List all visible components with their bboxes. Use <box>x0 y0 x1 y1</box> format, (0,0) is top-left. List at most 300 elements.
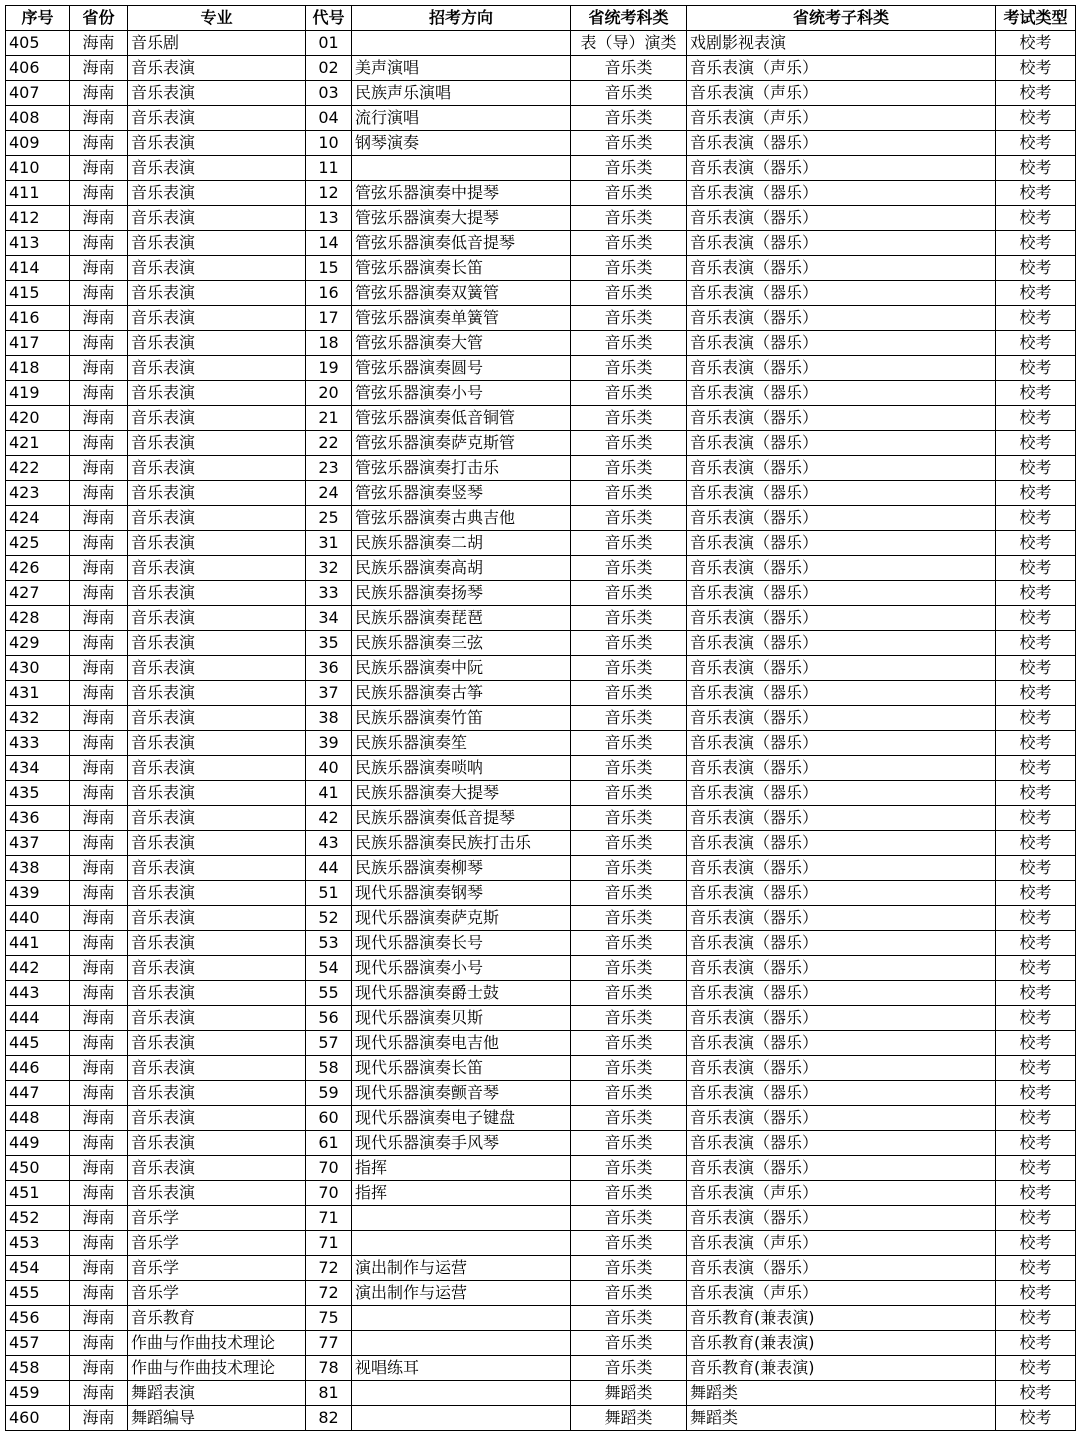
cell-category: 音乐类 <box>571 356 687 381</box>
cell-direction: 现代乐器演奏小号 <box>352 956 571 981</box>
cell-category: 音乐类 <box>571 681 687 706</box>
cell-exam-type: 校考 <box>996 1331 1076 1356</box>
cell-category: 音乐类 <box>571 606 687 631</box>
cell-major: 音乐表演 <box>128 231 306 256</box>
cell-category: 音乐类 <box>571 731 687 756</box>
cell-category: 音乐类 <box>571 56 687 81</box>
cell-major: 音乐表演 <box>128 281 306 306</box>
cell-category: 音乐类 <box>571 1306 687 1331</box>
cell-exam-type: 校考 <box>996 731 1076 756</box>
cell-seq: 454 <box>6 1256 70 1281</box>
header-exam-type: 考试类型 <box>996 6 1076 31</box>
cell-province: 海南 <box>70 1106 128 1131</box>
cell-code: 51 <box>306 881 352 906</box>
cell-province: 海南 <box>70 356 128 381</box>
cell-direction: 管弦乐器演奏长笛 <box>352 256 571 281</box>
cell-province: 海南 <box>70 81 128 106</box>
cell-subcategory: 音乐表演（器乐） <box>687 431 996 456</box>
table-row <box>6 1306 1076 1331</box>
cell-category: 音乐类 <box>571 81 687 106</box>
table-row <box>6 456 1076 481</box>
cell-seq: 446 <box>6 1056 70 1081</box>
header-seq: 序号 <box>6 6 70 31</box>
cell-seq: 437 <box>6 831 70 856</box>
cell-direction: 民族乐器演奏扬琴 <box>352 581 571 606</box>
cell-direction: 流行演唱 <box>352 106 571 131</box>
cell-province: 海南 <box>70 831 128 856</box>
cell-major: 音乐表演 <box>128 356 306 381</box>
table-row <box>6 1031 1076 1056</box>
cell-code: 55 <box>306 981 352 1006</box>
table-row <box>6 706 1076 731</box>
cell-direction: 管弦乐器演奏低音提琴 <box>352 231 571 256</box>
cell-category: 音乐类 <box>571 1281 687 1306</box>
table-row <box>6 1331 1076 1356</box>
cell-direction: 民族乐器演奏中阮 <box>352 656 571 681</box>
cell-direction: 民族乐器演奏高胡 <box>352 556 571 581</box>
cell-seq: 423 <box>6 481 70 506</box>
cell-code: 23 <box>306 456 352 481</box>
cell-direction: 管弦乐器演奏萨克斯管 <box>352 431 571 456</box>
cell-province: 海南 <box>70 1381 128 1406</box>
table-row <box>6 531 1076 556</box>
cell-exam-type: 校考 <box>996 431 1076 456</box>
cell-code: 10 <box>306 131 352 156</box>
cell-category: 音乐类 <box>571 1256 687 1281</box>
cell-subcategory: 音乐表演（器乐） <box>687 581 996 606</box>
cell-seq: 442 <box>6 956 70 981</box>
cell-subcategory: 音乐表演（声乐） <box>687 1181 996 1206</box>
cell-exam-type: 校考 <box>996 56 1076 81</box>
cell-major: 音乐表演 <box>128 481 306 506</box>
cell-direction: 现代乐器演奏长号 <box>352 931 571 956</box>
cell-province: 海南 <box>70 956 128 981</box>
cell-seq: 441 <box>6 931 70 956</box>
cell-province: 海南 <box>70 306 128 331</box>
cell-direction: 现代乐器演奏电子键盘 <box>352 1106 571 1131</box>
cell-direction: 现代乐器演奏手风琴 <box>352 1131 571 1156</box>
cell-province: 海南 <box>70 581 128 606</box>
cell-direction: 民族乐器演奏竹笛 <box>352 706 571 731</box>
cell-category: 音乐类 <box>571 381 687 406</box>
cell-seq: 428 <box>6 606 70 631</box>
cell-code: 12 <box>306 181 352 206</box>
admissions-table <box>5 5 1076 1431</box>
cell-direction: 管弦乐器演奏古典吉他 <box>352 506 571 531</box>
cell-subcategory: 音乐表演（器乐） <box>687 1156 996 1181</box>
cell-seq: 412 <box>6 206 70 231</box>
header-subcategory: 省统考子科类 <box>687 6 996 31</box>
cell-exam-type: 校考 <box>996 131 1076 156</box>
cell-code: 82 <box>306 1406 352 1431</box>
cell-exam-type: 校考 <box>996 281 1076 306</box>
cell-seq: 407 <box>6 81 70 106</box>
cell-code: 36 <box>306 656 352 681</box>
cell-seq: 417 <box>6 331 70 356</box>
cell-direction: 现代乐器演奏颤音琴 <box>352 1081 571 1106</box>
cell-exam-type: 校考 <box>996 606 1076 631</box>
cell-seq: 453 <box>6 1231 70 1256</box>
cell-category: 音乐类 <box>571 1156 687 1181</box>
cell-province: 海南 <box>70 1256 128 1281</box>
cell-major: 音乐表演 <box>128 331 306 356</box>
cell-code: 14 <box>306 231 352 256</box>
cell-category: 音乐类 <box>571 631 687 656</box>
cell-exam-type: 校考 <box>996 406 1076 431</box>
cell-seq: 419 <box>6 381 70 406</box>
cell-seq: 451 <box>6 1181 70 1206</box>
cell-province: 海南 <box>70 131 128 156</box>
cell-direction: 管弦乐器演奏大管 <box>352 331 571 356</box>
cell-major: 音乐表演 <box>128 681 306 706</box>
cell-major: 音乐表演 <box>128 456 306 481</box>
table-row <box>6 856 1076 881</box>
cell-direction: 指挥 <box>352 1181 571 1206</box>
cell-province: 海南 <box>70 1056 128 1081</box>
cell-subcategory: 音乐表演（器乐） <box>687 906 996 931</box>
cell-category: 音乐类 <box>571 206 687 231</box>
cell-subcategory: 音乐表演（器乐） <box>687 881 996 906</box>
cell-exam-type: 校考 <box>996 106 1076 131</box>
cell-exam-type: 校考 <box>996 781 1076 806</box>
cell-code: 57 <box>306 1031 352 1056</box>
cell-seq: 460 <box>6 1406 70 1431</box>
cell-exam-type: 校考 <box>996 356 1076 381</box>
cell-major: 音乐表演 <box>128 981 306 1006</box>
cell-code: 11 <box>306 156 352 181</box>
cell-direction: 民族乐器演奏柳琴 <box>352 856 571 881</box>
cell-category: 音乐类 <box>571 1356 687 1381</box>
table-row <box>6 931 1076 956</box>
table-row <box>6 406 1076 431</box>
table-row <box>6 1081 1076 1106</box>
cell-major: 音乐表演 <box>128 831 306 856</box>
cell-direction <box>352 1331 571 1356</box>
cell-seq: 452 <box>6 1206 70 1231</box>
cell-major: 音乐表演 <box>128 1181 306 1206</box>
cell-category: 音乐类 <box>571 156 687 181</box>
cell-major: 舞蹈编导 <box>128 1406 306 1431</box>
cell-direction: 现代乐器演奏长笛 <box>352 1056 571 1081</box>
cell-subcategory: 音乐表演（器乐） <box>687 356 996 381</box>
header-code: 代号 <box>306 6 352 31</box>
cell-category: 音乐类 <box>571 881 687 906</box>
cell-province: 海南 <box>70 456 128 481</box>
table-row <box>6 256 1076 281</box>
cell-major: 音乐表演 <box>128 1056 306 1081</box>
cell-subcategory: 音乐表演（器乐） <box>687 1131 996 1156</box>
cell-major: 音乐表演 <box>128 1031 306 1056</box>
cell-code: 43 <box>306 831 352 856</box>
cell-code: 38 <box>306 706 352 731</box>
cell-exam-type: 校考 <box>996 806 1076 831</box>
cell-subcategory: 音乐表演（器乐） <box>687 556 996 581</box>
cell-major: 音乐表演 <box>128 906 306 931</box>
table-row <box>6 731 1076 756</box>
cell-category: 音乐类 <box>571 106 687 131</box>
cell-exam-type: 校考 <box>996 1006 1076 1031</box>
cell-exam-type: 校考 <box>996 906 1076 931</box>
cell-subcategory: 舞蹈类 <box>687 1406 996 1431</box>
cell-seq: 411 <box>6 181 70 206</box>
cell-seq: 418 <box>6 356 70 381</box>
cell-exam-type: 校考 <box>996 1081 1076 1106</box>
cell-subcategory: 音乐表演（器乐） <box>687 981 996 1006</box>
cell-seq: 424 <box>6 506 70 531</box>
cell-category: 音乐类 <box>571 256 687 281</box>
cell-code: 78 <box>306 1356 352 1381</box>
table-row <box>6 1381 1076 1406</box>
cell-exam-type: 校考 <box>996 456 1076 481</box>
cell-exam-type: 校考 <box>996 756 1076 781</box>
cell-category: 音乐类 <box>571 981 687 1006</box>
cell-major: 音乐表演 <box>128 181 306 206</box>
cell-subcategory: 音乐表演（器乐） <box>687 156 996 181</box>
cell-major: 音乐表演 <box>128 1081 306 1106</box>
cell-seq: 406 <box>6 56 70 81</box>
cell-province: 海南 <box>70 881 128 906</box>
cell-province: 海南 <box>70 156 128 181</box>
cell-seq: 410 <box>6 156 70 181</box>
cell-subcategory: 音乐表演（声乐） <box>687 56 996 81</box>
cell-code: 25 <box>306 506 352 531</box>
cell-code: 61 <box>306 1131 352 1156</box>
cell-direction: 演出制作与运营 <box>352 1256 571 1281</box>
cell-code: 71 <box>306 1231 352 1256</box>
table-row <box>6 781 1076 806</box>
cell-exam-type: 校考 <box>996 506 1076 531</box>
cell-direction: 民族乐器演奏唢呐 <box>352 756 571 781</box>
cell-direction: 民族乐器演奏古筝 <box>352 681 571 706</box>
cell-subcategory: 音乐表演（器乐） <box>687 331 996 356</box>
cell-province: 海南 <box>70 906 128 931</box>
cell-subcategory: 音乐表演（声乐） <box>687 81 996 106</box>
cell-category: 音乐类 <box>571 756 687 781</box>
cell-major: 音乐表演 <box>128 381 306 406</box>
cell-direction: 管弦乐器演奏单簧管 <box>352 306 571 331</box>
cell-category: 音乐类 <box>571 581 687 606</box>
cell-code: 34 <box>306 606 352 631</box>
cell-province: 海南 <box>70 1406 128 1431</box>
cell-category: 音乐类 <box>571 506 687 531</box>
cell-subcategory: 音乐表演（器乐） <box>687 456 996 481</box>
cell-direction: 民族乐器演奏低音提琴 <box>352 806 571 831</box>
cell-major: 音乐表演 <box>128 756 306 781</box>
table-row <box>6 606 1076 631</box>
cell-direction: 管弦乐器演奏大提琴 <box>352 206 571 231</box>
cell-subcategory: 音乐表演（器乐） <box>687 406 996 431</box>
cell-major: 音乐学 <box>128 1231 306 1256</box>
cell-seq: 440 <box>6 906 70 931</box>
cell-subcategory: 音乐表演（器乐） <box>687 181 996 206</box>
cell-province: 海南 <box>70 1356 128 1381</box>
table-row <box>6 131 1076 156</box>
cell-province: 海南 <box>70 1081 128 1106</box>
cell-subcategory: 音乐表演（器乐） <box>687 781 996 806</box>
cell-major: 音乐表演 <box>128 431 306 456</box>
cell-category: 音乐类 <box>571 1131 687 1156</box>
cell-major: 音乐表演 <box>128 606 306 631</box>
cell-code: 58 <box>306 1056 352 1081</box>
cell-subcategory: 音乐表演（器乐） <box>687 831 996 856</box>
cell-seq: 458 <box>6 1356 70 1381</box>
cell-code: 56 <box>306 1006 352 1031</box>
table-row <box>6 831 1076 856</box>
cell-category: 音乐类 <box>571 406 687 431</box>
cell-exam-type: 校考 <box>996 1056 1076 1081</box>
cell-code: 16 <box>306 281 352 306</box>
table-row <box>6 381 1076 406</box>
cell-seq: 445 <box>6 1031 70 1056</box>
cell-province: 海南 <box>70 1006 128 1031</box>
cell-category: 音乐类 <box>571 1081 687 1106</box>
cell-subcategory: 舞蹈类 <box>687 1381 996 1406</box>
cell-subcategory: 音乐教育(兼表演) <box>687 1356 996 1381</box>
cell-seq: 422 <box>6 456 70 481</box>
cell-subcategory: 音乐表演（器乐） <box>687 1006 996 1031</box>
cell-major: 音乐表演 <box>128 881 306 906</box>
cell-province: 海南 <box>70 556 128 581</box>
table-row <box>6 881 1076 906</box>
cell-exam-type: 校考 <box>996 1206 1076 1231</box>
cell-direction: 钢琴演奏 <box>352 131 571 156</box>
cell-seq: 425 <box>6 531 70 556</box>
cell-code: 13 <box>306 206 352 231</box>
table-row <box>6 331 1076 356</box>
cell-direction: 民族乐器演奏大提琴 <box>352 781 571 806</box>
cell-subcategory: 音乐表演（器乐） <box>687 281 996 306</box>
table-row <box>6 1156 1076 1181</box>
cell-direction: 民族乐器演奏民族打击乐 <box>352 831 571 856</box>
cell-subcategory: 音乐表演（器乐） <box>687 1206 996 1231</box>
cell-code: 70 <box>306 1181 352 1206</box>
table-row <box>6 806 1076 831</box>
cell-major: 音乐表演 <box>128 206 306 231</box>
cell-code: 32 <box>306 556 352 581</box>
cell-province: 海南 <box>70 1306 128 1331</box>
cell-major: 音乐表演 <box>128 1156 306 1181</box>
cell-subcategory: 音乐表演（器乐） <box>687 381 996 406</box>
cell-direction: 管弦乐器演奏圆号 <box>352 356 571 381</box>
cell-major: 作曲与作曲技术理论 <box>128 1356 306 1381</box>
cell-subcategory: 音乐表演（器乐） <box>687 706 996 731</box>
cell-seq: 405 <box>6 31 70 56</box>
cell-exam-type: 校考 <box>996 231 1076 256</box>
cell-seq: 455 <box>6 1281 70 1306</box>
cell-category: 音乐类 <box>571 456 687 481</box>
cell-category: 音乐类 <box>571 1231 687 1256</box>
table-row <box>6 1206 1076 1231</box>
cell-category: 音乐类 <box>571 781 687 806</box>
cell-exam-type: 校考 <box>996 1256 1076 1281</box>
cell-province: 海南 <box>70 206 128 231</box>
cell-direction <box>352 1381 571 1406</box>
cell-province: 海南 <box>70 781 128 806</box>
cell-exam-type: 校考 <box>996 581 1076 606</box>
cell-code: 03 <box>306 81 352 106</box>
cell-major: 音乐表演 <box>128 656 306 681</box>
cell-major: 音乐表演 <box>128 706 306 731</box>
cell-category: 音乐类 <box>571 1006 687 1031</box>
cell-seq: 414 <box>6 256 70 281</box>
cell-province: 海南 <box>70 1206 128 1231</box>
cell-subcategory: 音乐教育(兼表演) <box>687 1306 996 1331</box>
cell-province: 海南 <box>70 481 128 506</box>
cell-category: 音乐类 <box>571 931 687 956</box>
cell-major: 音乐表演 <box>128 956 306 981</box>
cell-subcategory: 音乐表演（器乐） <box>687 606 996 631</box>
cell-seq: 427 <box>6 581 70 606</box>
cell-category: 音乐类 <box>571 331 687 356</box>
cell-subcategory: 音乐教育(兼表演) <box>687 1331 996 1356</box>
cell-subcategory: 音乐表演（器乐） <box>687 856 996 881</box>
table-row <box>6 506 1076 531</box>
cell-direction: 现代乐器演奏电吉他 <box>352 1031 571 1056</box>
cell-category: 音乐类 <box>571 281 687 306</box>
table-row <box>6 1106 1076 1131</box>
cell-province: 海南 <box>70 706 128 731</box>
cell-exam-type: 校考 <box>996 156 1076 181</box>
cell-direction: 管弦乐器演奏中提琴 <box>352 181 571 206</box>
table-row <box>6 981 1076 1006</box>
cell-province: 海南 <box>70 856 128 881</box>
cell-seq: 434 <box>6 756 70 781</box>
cell-subcategory: 音乐表演（器乐） <box>687 206 996 231</box>
cell-code: 22 <box>306 431 352 456</box>
cell-province: 海南 <box>70 1281 128 1306</box>
cell-seq: 409 <box>6 131 70 156</box>
cell-code: 41 <box>306 781 352 806</box>
cell-exam-type: 校考 <box>996 81 1076 106</box>
cell-direction: 民族乐器演奏琵琶 <box>352 606 571 631</box>
cell-code: 35 <box>306 631 352 656</box>
cell-category: 音乐类 <box>571 131 687 156</box>
cell-seq: 435 <box>6 781 70 806</box>
cell-exam-type: 校考 <box>996 31 1076 56</box>
cell-province: 海南 <box>70 256 128 281</box>
cell-code: 77 <box>306 1331 352 1356</box>
cell-major: 音乐表演 <box>128 856 306 881</box>
cell-exam-type: 校考 <box>996 931 1076 956</box>
cell-category: 音乐类 <box>571 706 687 731</box>
cell-major: 音乐学 <box>128 1281 306 1306</box>
cell-direction: 民族乐器演奏笙 <box>352 731 571 756</box>
cell-province: 海南 <box>70 631 128 656</box>
cell-major: 音乐表演 <box>128 556 306 581</box>
cell-direction: 现代乐器演奏钢琴 <box>352 881 571 906</box>
table-row <box>6 156 1076 181</box>
cell-exam-type: 校考 <box>996 956 1076 981</box>
cell-code: 60 <box>306 1106 352 1131</box>
cell-major: 音乐表演 <box>128 931 306 956</box>
table-row <box>6 231 1076 256</box>
table-row <box>6 1356 1076 1381</box>
cell-province: 海南 <box>70 31 128 56</box>
cell-exam-type: 校考 <box>996 631 1076 656</box>
cell-exam-type: 校考 <box>996 556 1076 581</box>
cell-code: 81 <box>306 1381 352 1406</box>
cell-province: 海南 <box>70 731 128 756</box>
cell-subcategory: 音乐表演（声乐） <box>687 106 996 131</box>
cell-major: 音乐表演 <box>128 506 306 531</box>
table-row <box>6 1056 1076 1081</box>
cell-direction: 民族声乐演唱 <box>352 81 571 106</box>
cell-major: 舞蹈表演 <box>128 1381 306 1406</box>
cell-seq: 448 <box>6 1106 70 1131</box>
table-row <box>6 956 1076 981</box>
cell-code: 53 <box>306 931 352 956</box>
cell-major: 音乐表演 <box>128 306 306 331</box>
